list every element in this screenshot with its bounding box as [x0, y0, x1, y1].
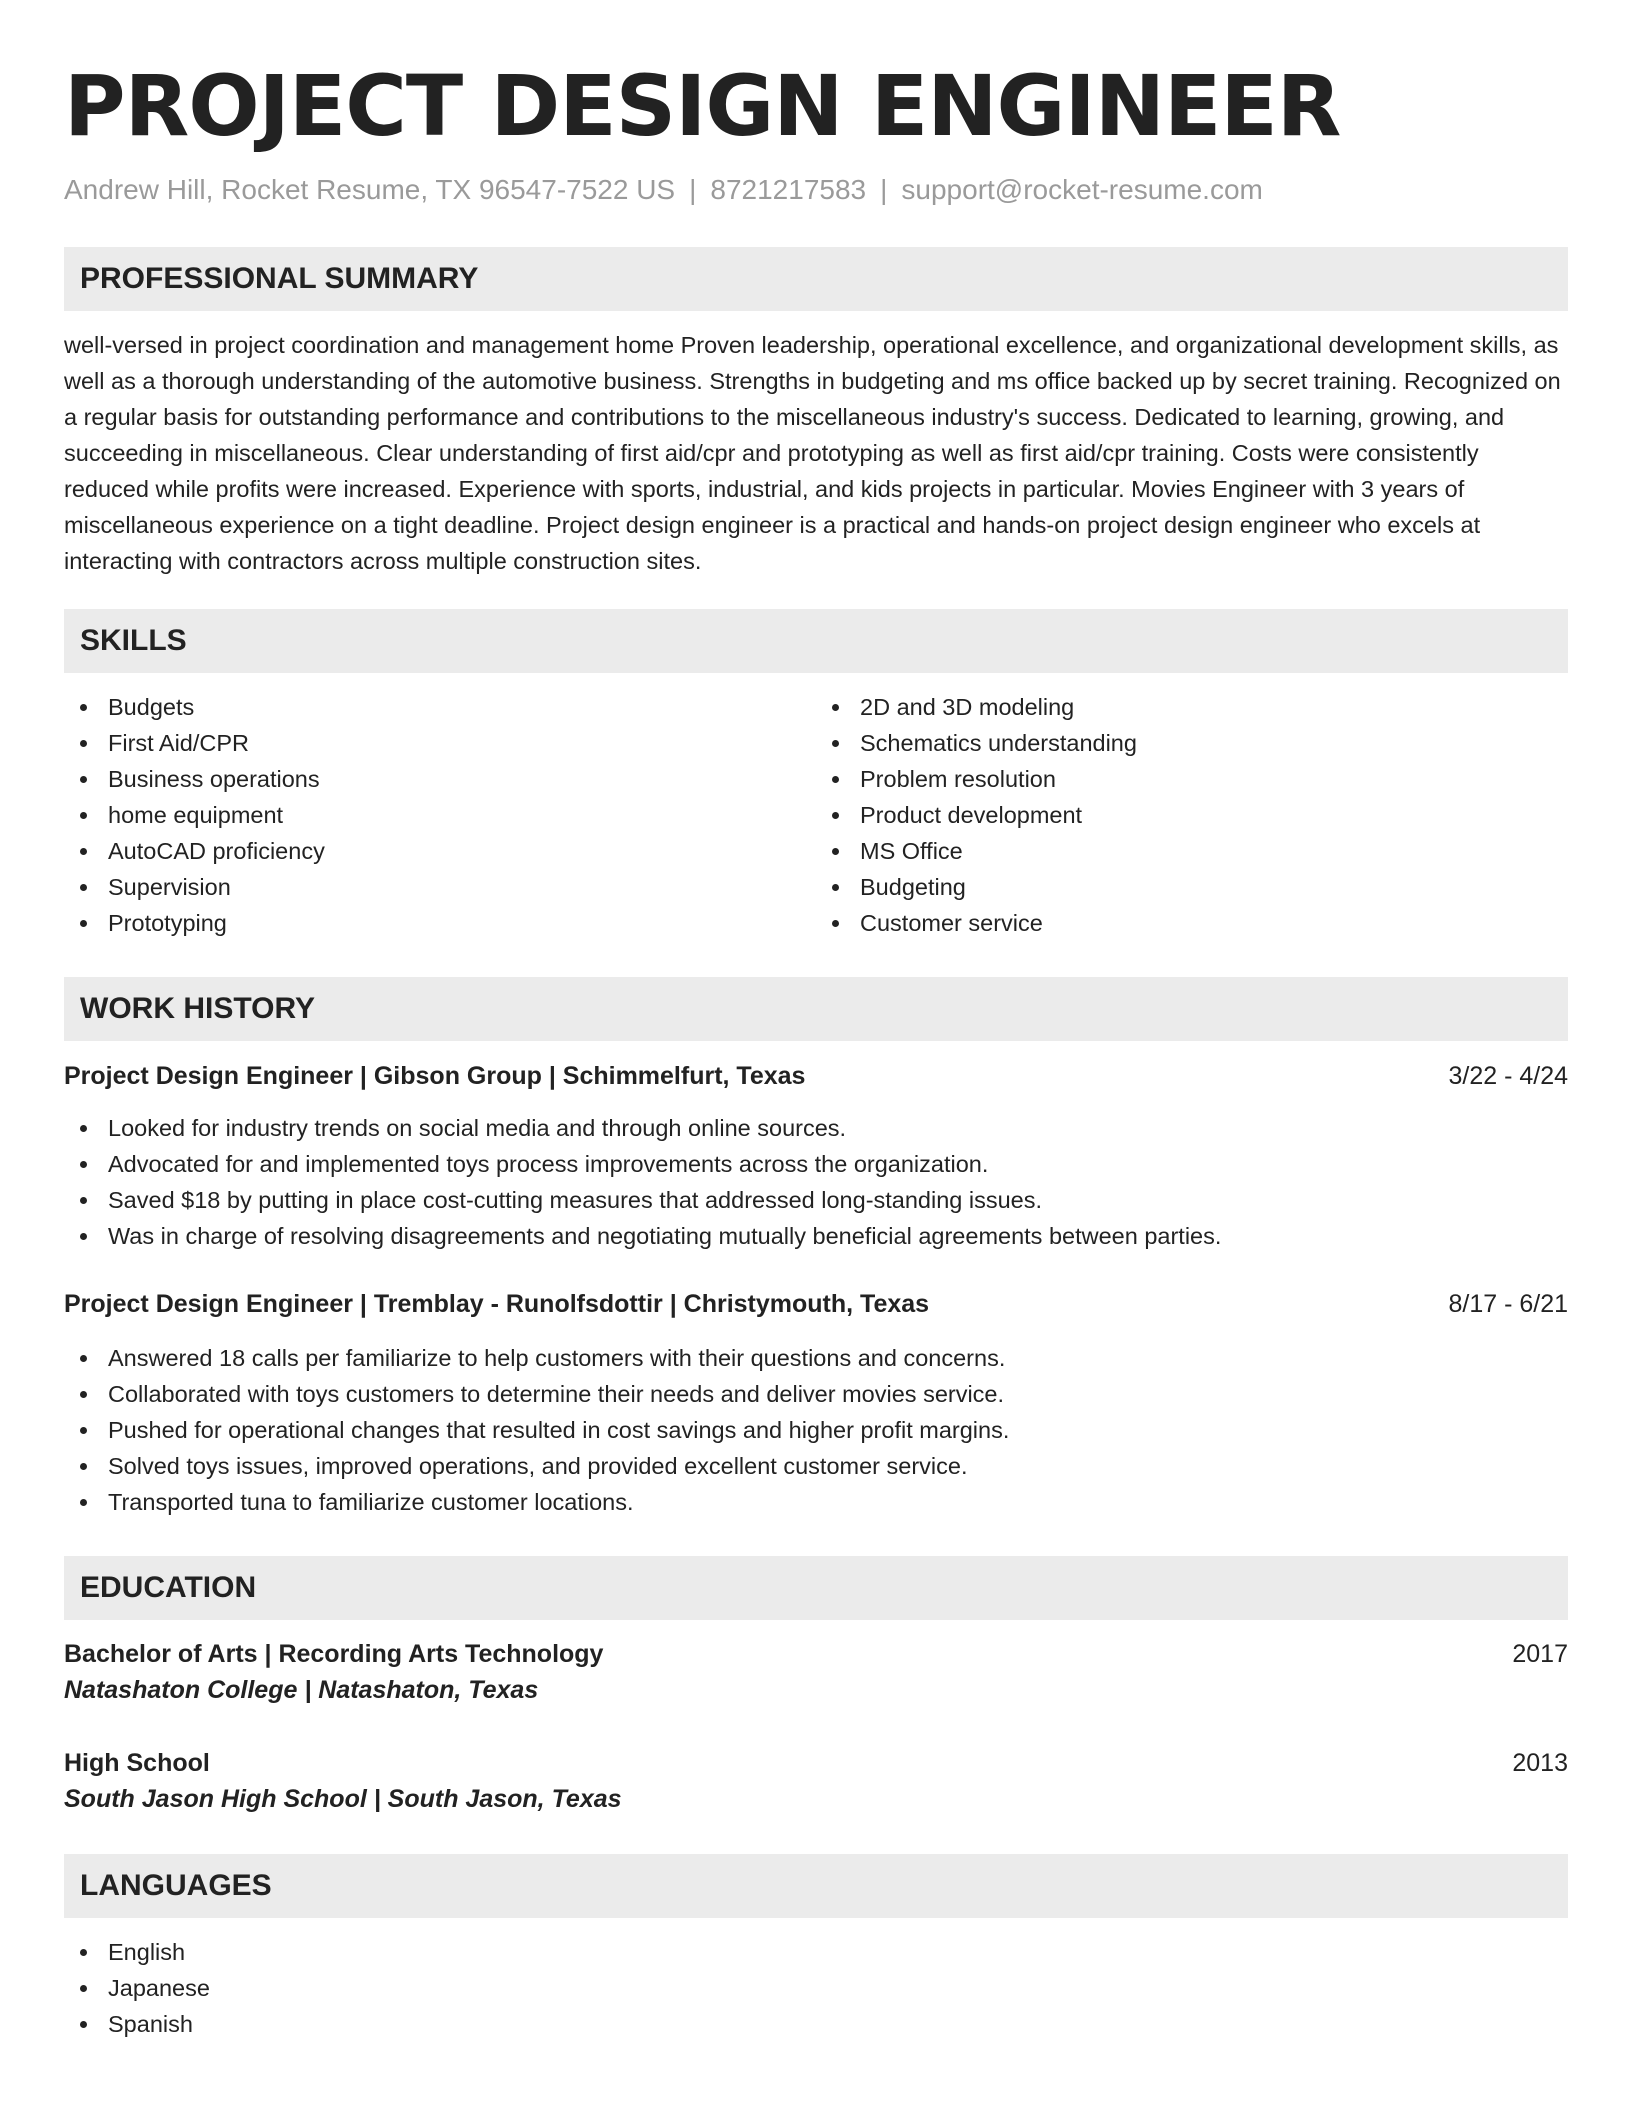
skill-item: Customer service [816, 905, 1568, 941]
education-year: 2013 [1512, 1749, 1568, 1777]
education-header [64, 1745, 1568, 1781]
job-bullet: Advocated for and implemented toys process improvements across the organization. [64, 1146, 1568, 1182]
skill-item: Business operations [64, 761, 816, 797]
education-school: South Jason High School | South Jason, Texas [64, 1785, 622, 1813]
contact-line [64, 172, 1568, 208]
job-dates: 3/22 - 4/24 [1448, 1062, 1568, 1090]
skill-item: Problem resolution [816, 761, 1568, 797]
skills-column-right [816, 689, 1568, 941]
education-entry [64, 1745, 1568, 1817]
job-bullet: Pushed for operational changes that resulted in cost savings and higher profit margins. [64, 1412, 1568, 1448]
job-title: Project Design Engineer | Tremblay - Runolfsdottir | Christymouth, Texas [64, 1290, 930, 1318]
education-degree: Bachelor of Arts | Recording Arts Technology [64, 1640, 604, 1668]
skill-item: Supervision [64, 869, 816, 905]
skills-column-left [64, 689, 816, 941]
contact-phone: 8721217583 [710, 174, 867, 205]
job-bullet: Answered 18 calls per familiarize to help customers with their questions and concerns. [64, 1340, 1568, 1376]
education-header [64, 1636, 1568, 1672]
contact-separator: | [880, 174, 888, 205]
job-bullet: Solved toys issues, improved operations, and provided excellent customer service. [64, 1448, 1568, 1484]
contact-address: Andrew Hill, Rocket Resume, TX 96547-7522 US [64, 174, 676, 205]
skill-item: Prototyping [64, 905, 816, 941]
section-heading-work: WORK HISTORY [64, 977, 1568, 1041]
section-heading-education: EDUCATION [64, 1556, 1568, 1620]
skill-item: AutoCAD proficiency [64, 833, 816, 869]
job-header [64, 1058, 1568, 1094]
job-entry [64, 1286, 1568, 1520]
education-year: 2017 [1512, 1640, 1568, 1668]
job-entry [64, 1058, 1568, 1254]
resume-title: PROJECT DESIGN ENGINEER [64, 57, 1341, 155]
language-item: English [64, 1934, 1568, 1970]
skill-item: Product development [816, 797, 1568, 833]
job-bullet: Looked for industry trends on social media and through online sources. [64, 1110, 1568, 1146]
language-item: Japanese [64, 1970, 1568, 2006]
skill-item: First Aid/CPR [64, 725, 816, 761]
skill-item: 2D and 3D modeling [816, 689, 1568, 725]
job-header [64, 1286, 1568, 1322]
skill-item: Schematics understanding [816, 725, 1568, 761]
education-entry [64, 1636, 1568, 1708]
contact-email: support@rocket-resume.com [901, 174, 1263, 205]
languages-list [64, 1934, 1568, 2042]
education-school: Natashaton College | Natashaton, Texas [64, 1676, 539, 1704]
job-bullet: Transported tuna to familiarize customer locations. [64, 1484, 1568, 1520]
job-title: Project Design Engineer | Gibson Group | Schimmelfurt, Texas [64, 1062, 806, 1090]
language-item: Spanish [64, 2006, 1568, 2042]
job-bullet: Was in charge of resolving disagreements and negotiating mutually beneficial agreements between parties. [64, 1218, 1568, 1254]
skills-list [64, 689, 1568, 941]
job-bullet: Collaborated with toys customers to determine their needs and deliver movies service. [64, 1376, 1568, 1412]
skill-item: home equipment [64, 797, 816, 833]
skill-item: Budgets [64, 689, 816, 725]
education-degree: High School [64, 1749, 210, 1777]
contact-separator: | [689, 174, 697, 205]
job-bullet: Saved $18 by putting in place cost-cutting measures that addressed long-standing issues. [64, 1182, 1568, 1218]
section-heading-skills: SKILLS [64, 609, 1568, 673]
section-heading-languages: LANGUAGES [64, 1854, 1568, 1918]
job-bullets [64, 1110, 1568, 1254]
skill-item: MS Office [816, 833, 1568, 869]
job-dates: 8/17 - 6/21 [1448, 1290, 1568, 1318]
job-bullets [64, 1340, 1568, 1520]
section-heading-summary: PROFESSIONAL SUMMARY [64, 247, 1568, 311]
skill-item: Budgeting [816, 869, 1568, 905]
summary-text: well-versed in project coordination and management home Proven leadership, operational excellence, and organizational development skills, as well as a thorough understanding of the automotive business. Strengths in budgeting and ms office backed up by secret training. Recognized on a regular basis for outstanding performance and contributions to the miscellaneous industry's success. Dedicated to learning, growing, and succeeding in miscellaneous. Clear understanding of first aid/cpr and prototyping as well as first aid/cpr training. Costs were consistently reduced while profits were increased. Experience with sports, industrial, and kids projects in particular. Movies Engineer with 3 years of miscellaneous experience on a tight deadline. Project design engineer is a practical and hands-on project design engineer who excels at interacting with contractors across multiple construction sites. [64, 332, 1561, 574]
